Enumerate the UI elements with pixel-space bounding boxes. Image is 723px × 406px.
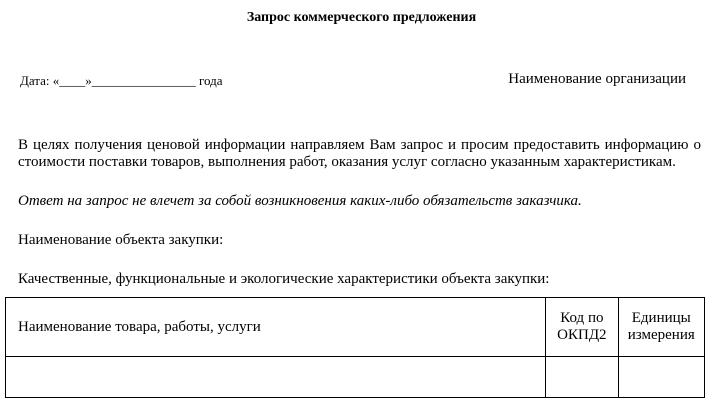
object-name-label: Наименование объекта закупки: [18,232,224,248]
table-header-row [6,298,705,357]
date-line: Дата: «____»________________ года [20,73,223,88]
characteristics-label: Качественные, функциональные и экологические характеристики объекта закупки: [18,271,550,287]
column-header-unit-line1: Единицы [631,310,691,326]
disclaimer-text: Ответ на запрос не влечет за собой возникновения каких-либо обязательств заказчика. [18,193,582,209]
column-header-unit [618,298,704,357]
column-header-name: Наименование товара, работы, услуги [6,298,546,357]
intro-paragraph: В целях получения ценовой информации направляем Вам запрос и просим предоставить информацию о стоимости поставки товаров, выполнения работ, оказания услуг согласно указанным характеристикам. [18,137,701,170]
table-cell-name [6,357,546,398]
document-title: Запрос коммерческого предложения [246,10,477,25]
table-cell-unit [618,357,704,398]
table-row [6,357,705,398]
table-cell-code [546,357,618,398]
column-header-code-line2: ОКПД2 [557,327,607,343]
organization-name-label: Наименование организации [508,71,686,87]
column-header-code-line1: Код по [560,310,604,326]
column-header-code [546,298,618,357]
items-table [5,297,705,398]
column-header-unit-line2: измерения [627,327,695,343]
